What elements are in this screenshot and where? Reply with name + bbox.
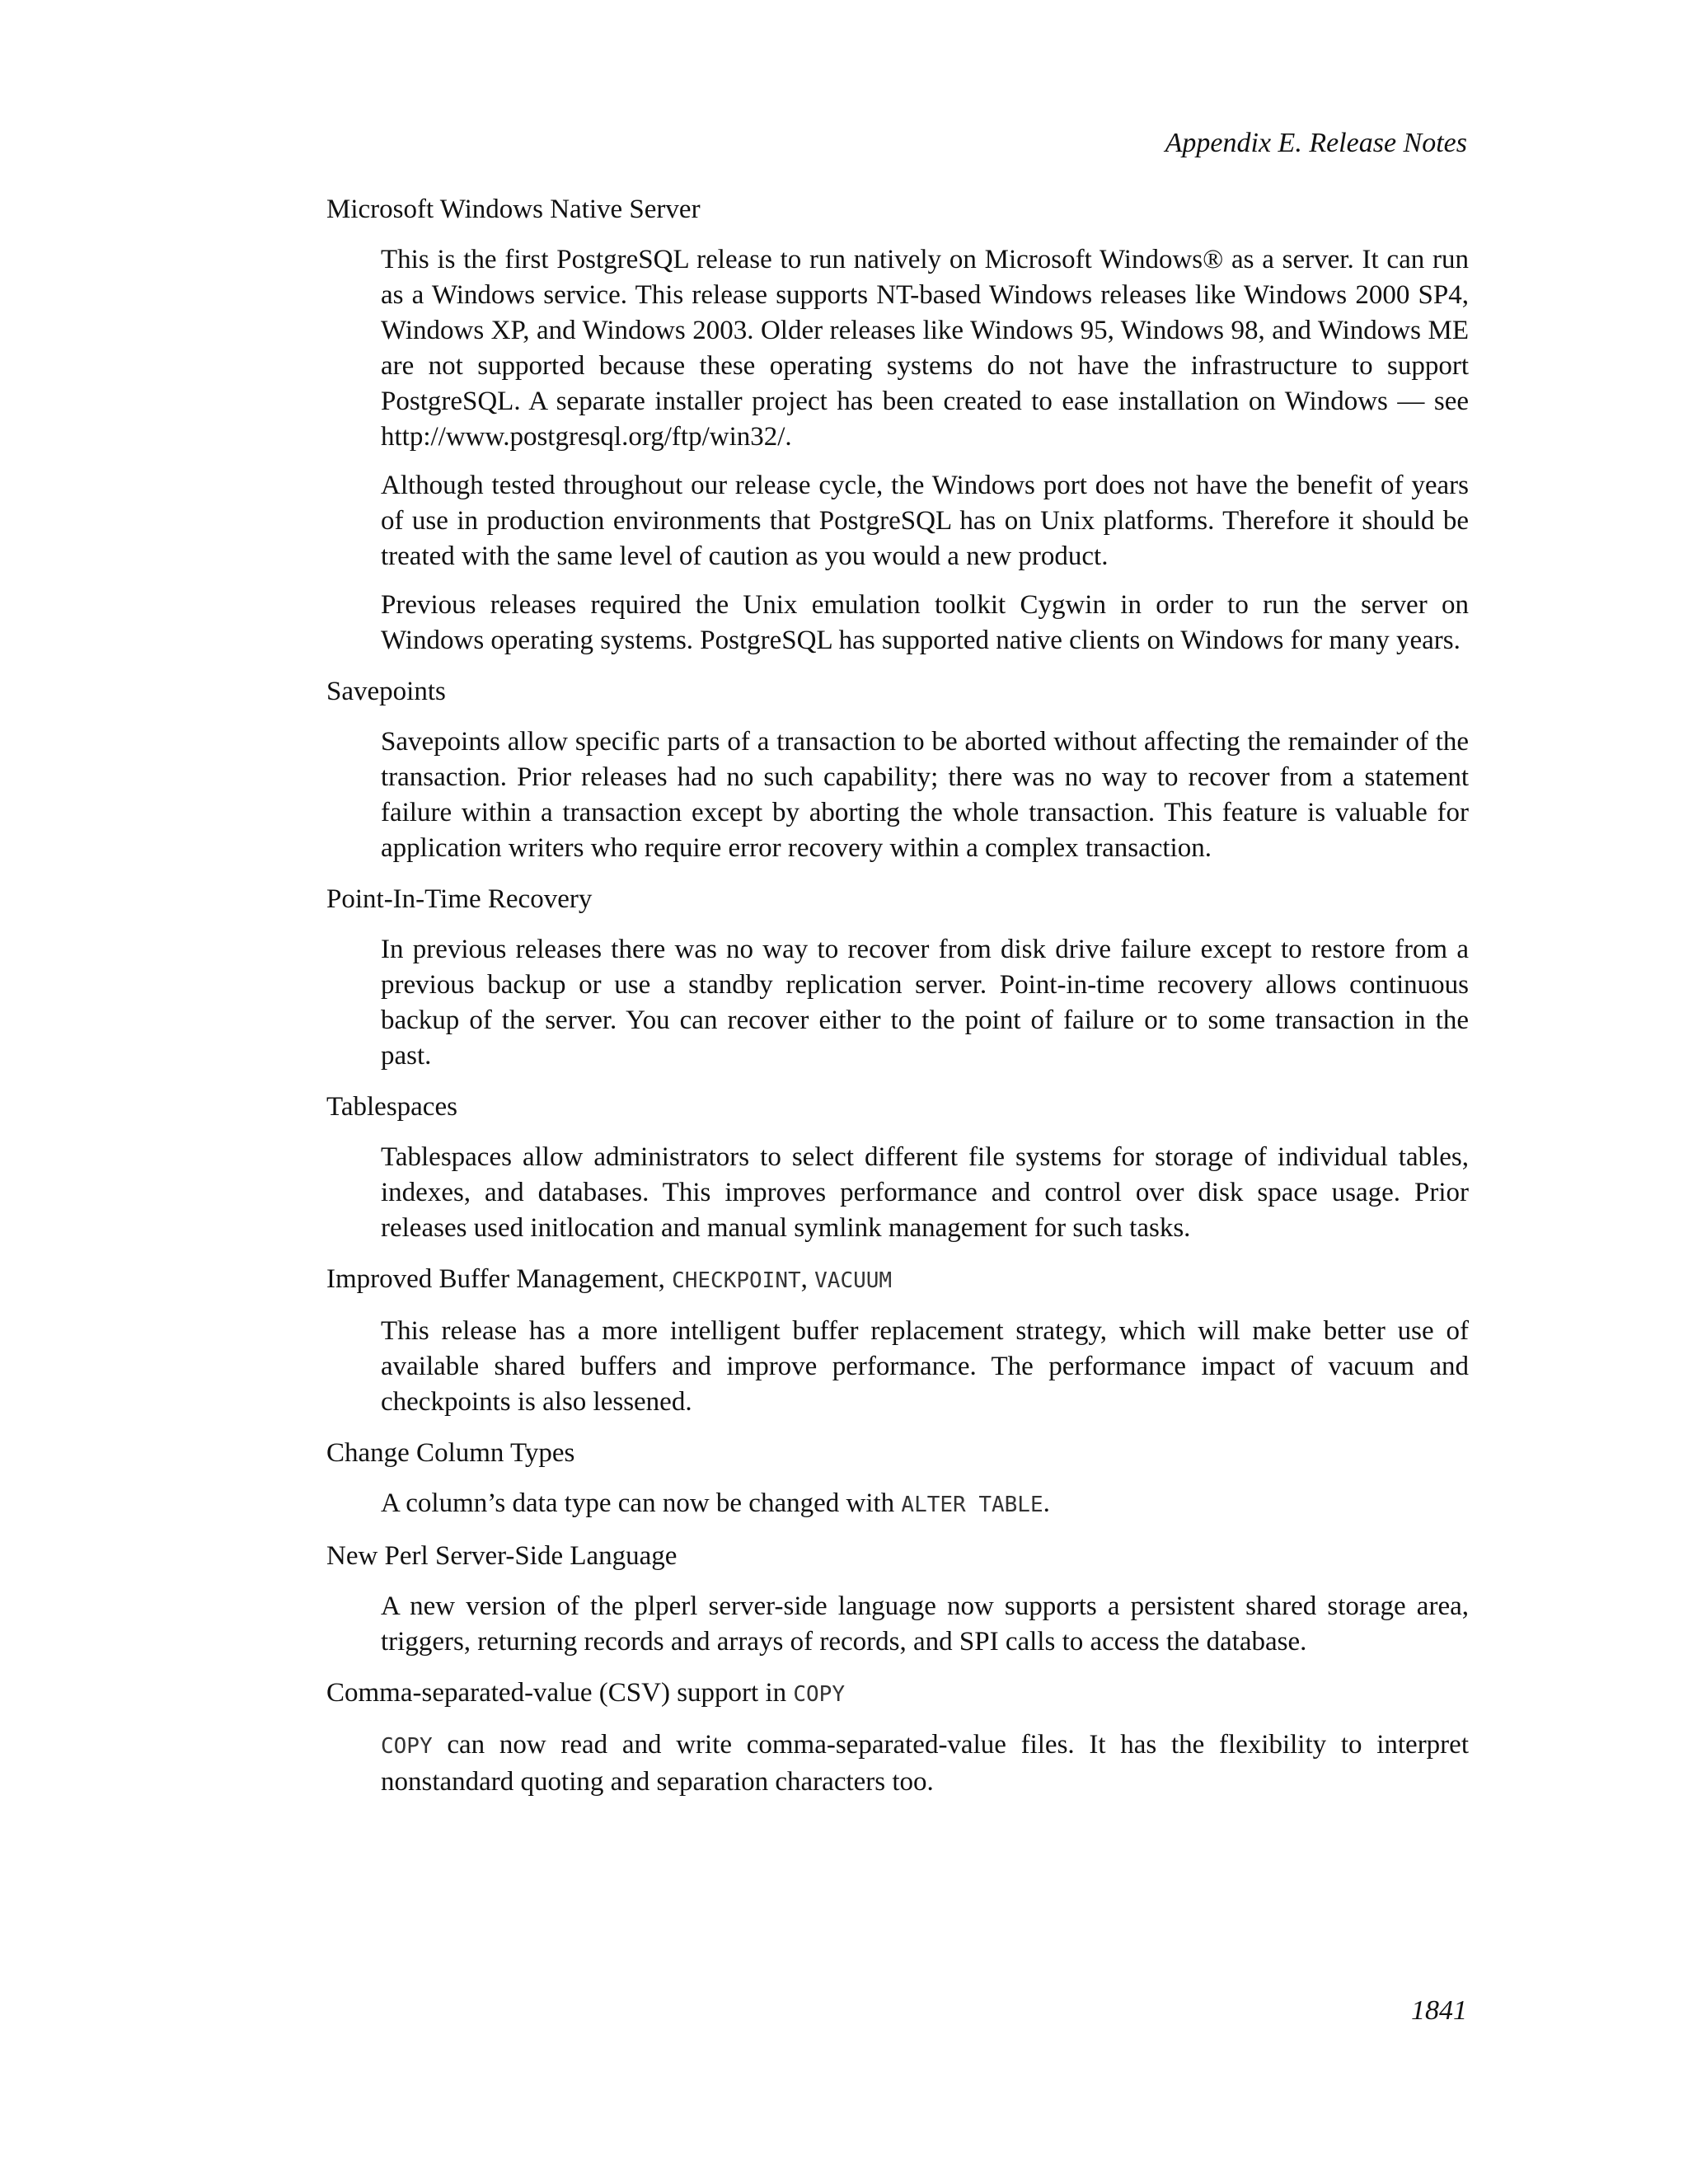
paragraph-text: . (1043, 1488, 1050, 1518)
entry-term: Point-In-Time Recovery (326, 884, 593, 914)
entry-term: Microsoft Windows Native Server (326, 194, 701, 224)
code-literal: VACUUM (814, 1268, 893, 1293)
entry-term: Change Column Types (326, 1438, 575, 1468)
paragraph: This release has a more intelligent buffer replacement strategy, which will make better use of available shared buffers and improve performance. The performance impact of vacuum and checkpoints is also lessened. (381, 1316, 1469, 1417)
entry-description (381, 1140, 1469, 1246)
paragraph: Savepoints allow specific parts of a transaction to be aborted without affecting the remainder of the transaction. Prior releases had no such capability; there was no way to recover from a statement failure within a transaction except by aborting the whole transaction. This feature is valuable for application writers who require error recovery within a complex transaction. (381, 727, 1469, 863)
term-separator: , (800, 1264, 815, 1294)
entry-description (381, 1589, 1469, 1660)
code-literal: CHECKPOINT (672, 1268, 801, 1293)
entry-description (381, 932, 1469, 1074)
paragraph (381, 1486, 1469, 1523)
paragraph-text: can now read and write comma-separated-value files. It has the flexibility to interpret nonstandard quoting and separation characters too. (381, 1730, 1469, 1797)
entry-description (381, 242, 1469, 658)
term-text: Comma-separated-value (CSV) support in (326, 1678, 794, 1708)
paragraph: Previous releases required the Unix emulation toolkit Cygwin in order to run the server on Windows operating systems. PostgreSQL has supported native clients on Windows for many years. (381, 590, 1469, 655)
paragraph: Although tested throughout our release cycle, the Windows port does not have the benefit of years of use in production environments that PostgreSQL has on Unix platforms. Therefore it should be treated with the same level of caution as you would a new product. (381, 471, 1469, 571)
entry-description (381, 1486, 1469, 1523)
release-notes-list (326, 191, 1469, 1815)
paragraph: A new version of the plperl server-side language now supports a persistent shared storage area, triggers, returning records and arrays of records, and SPI calls to access the database. (381, 1591, 1469, 1657)
entry-term: New Perl Server-Side Language (326, 1541, 678, 1571)
entry-term: Tablespaces (326, 1092, 457, 1122)
code-literal: COPY (793, 1682, 845, 1707)
paragraph (381, 1727, 1469, 1800)
code-literal: ALTER TABLE (901, 1493, 1043, 1517)
paragraph: This is the first PostgreSQL release to run natively on Microsoft Windows® as a server. It can run as a Windows service. This release supports NT-based Windows releases like Windows 2000 SP4, Windows XP, and Windows 2003. Older releases like Windows 95, Windows 98, and Windows ME are not supported because these operating systems do not have the infrastructure to support PostgreSQL. A separate installer project has been created to ease installation on Windows — see http://www.postgresql.org/ftp/win32/. (381, 245, 1469, 452)
code-literal: COPY (381, 1734, 433, 1759)
term-text: Improved Buffer Management, (326, 1264, 673, 1294)
paragraph: Tablespaces allow administrators to select different file systems for storage of individual tables, indexes, and databases. This improves performance and control over disk space usage. Prior releases used initlocation and manual symlink management for such tasks. (381, 1142, 1469, 1243)
entry-description (381, 1314, 1469, 1420)
entry-term (326, 1261, 1469, 1299)
entry-description (381, 724, 1469, 866)
entry-term: Savepoints (326, 677, 446, 706)
page-number: 1841 (1411, 1995, 1467, 2026)
page-header: Appendix E. Release Notes (1165, 128, 1467, 158)
paragraph: In previous releases there was no way to recover from disk drive failure except to restore from a previous backup or use a standby replication server. Point-in-time recovery allows continuous backup of the server. You can recover either to the point of failure or to some transaction in the past. (381, 935, 1469, 1071)
entry-term (326, 1675, 1469, 1713)
paragraph-text: A column’s data type can now be changed with (381, 1488, 902, 1518)
entry-description (381, 1727, 1469, 1800)
